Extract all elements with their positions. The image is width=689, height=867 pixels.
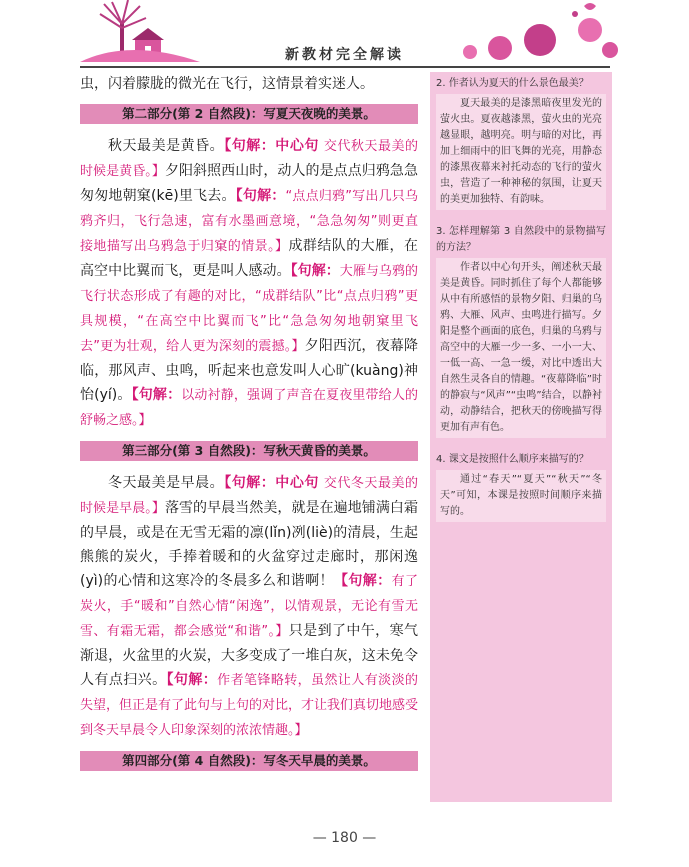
note: 交代冬天最美的时候是早晨。】 [80, 476, 419, 516]
intro-line: 虫，闪着朦胧的微光在飞行，这情景着实迷人。 [80, 76, 374, 92]
note: 作者笔锋略转，虽然让人有淡淡的失望，但正是有了此句与上句的对比，才让我们真切地感受到冬天早晨令人印象深刻的浓浓情趣。】 [80, 673, 419, 738]
text: 冬天最美是早晨。 [108, 475, 225, 491]
main-column [80, 72, 418, 781]
note-tag: 【句解： [290, 263, 340, 279]
page-title: 新教材完全解读 [285, 47, 404, 63]
sidebar-questions [430, 72, 612, 802]
note: 以动衬静，强调了声音在夏夜里带给人的舒畅之感。】 [80, 388, 418, 428]
answer-3: 作者以中心句开头，阐述秋天最美是黄昏。同时抓住了每个人都能够从中有所感悟的景物夕阳、归巢的乌鸦、大雁、风声、虫鸣进行描写。夕阳是整个画面的底色，归巢的乌鸦与高空中的大雁一少一多、一小一大、一低一高、一急一缓，对比中透出大自然生灵各自的情趣。“夜幕降临”时的静寂与“风声”“虫鸣”结合，以静衬动，动静结合，把秋天的傍晚描写得更加有声有色。 [436, 258, 606, 438]
question-2: 2. 作者认为夏天的什么景色最美？ [436, 78, 589, 89]
note: 有了炭火，手“暖和”自然心情“闲逸”，以情观景，无论有雪无雪、有霜无霜，都会感觉“和谐”。】 [80, 574, 418, 639]
section-4-band: 第四部分(第 4 自然段)：写冬天早晨的美景。 [80, 751, 418, 771]
text: 落雪的早晨当然美，就是在遍地铺满白霜的早晨，或是在无雪无霜的凛(lǐn)冽(liè)的清晨，生起熊熊的炭火，手捧着暖和的火盆穿过走廊时，那闲逸(yì)的心情和这寒冷的冬晨多么和谐啊！ [80, 500, 418, 589]
text: 夕阳斜照西山时，动人的是点点归鸦急急匆匆地朝窠(kē)里飞去。 [80, 163, 418, 204]
note-tag: 【句解：中心句 [224, 475, 319, 491]
text: 秋天最美是黄昏。 [108, 138, 225, 154]
text: 成群结队的大雁，在高空中比翼而飞，更是叫人感动。 [80, 238, 418, 279]
paragraph-autumn [80, 134, 418, 433]
note-tag: 【句解： [235, 188, 286, 204]
note-tag: 【句解： [166, 672, 218, 688]
paragraph-winter [80, 471, 418, 743]
note: 交代秋天最美的时候是黄昏。】 [80, 139, 419, 179]
question-4: 4. 课文是按照什么顺序来描写的？ [436, 454, 589, 465]
text: 只是到了中午，寒气渐退，火盆里的火炭，大多变成了一堆白灰，这未免令人有点扫兴。 [80, 623, 418, 688]
answer-2: 夏天最美的是漆黑暗夜里发光的萤火虫。夏夜越漆黑，萤火虫的光亮越显眼，越明亮。明与暗的对比，再加上细雨中的旧飞舞的光亮，用静态的漆黑夜幕来衬托动态的飞行的萤火虫，营造了一种神秘的氛围，让夏天的美更加独特、有韵味。 [436, 94, 606, 210]
note: “点点归鸦”写出几只乌鸦齐归，飞行急速，富有水墨画意境，“急急匆匆”则更直接地描写出乌鸦急于归窠的情景。】 [80, 189, 418, 254]
note-tag: 【句解： [333, 573, 392, 589]
section-3-band: 第三部分(第 3 自然段)：写秋天黄昏的美景。 [80, 441, 418, 461]
text: 夕阳西沉，夜幕降临，那风声、虫鸣，听起来也意发叫人心旷(kuàng)神怡(yí)。 [80, 338, 418, 403]
note-tag: 【句解：中心句 [224, 138, 319, 154]
note: 大雁与乌鸦的飞行状态形成了有趣的对比，“成群结队”比“点点归鸦”更具规模，“在高空中比翼而飞”比“急急匆匆地朝窠里飞去”更为壮观，给人更为深刻的震撼。】 [80, 264, 419, 354]
answer-4: 通过“春天”“夏天”“秋天”“冬天”可知，本课是按照时间顺序来描写的。 [436, 470, 606, 522]
header-divider [80, 66, 610, 68]
note-tag: 【句解： [131, 387, 182, 403]
section-2-band: 第二部分(第 2 自然段)：写夏天夜晚的美景。 [80, 104, 418, 124]
page-number: — 180 — [312, 830, 377, 846]
question-3: 3. 怎样理解第 3 自然段中的景物描写的方法？ [436, 226, 606, 253]
